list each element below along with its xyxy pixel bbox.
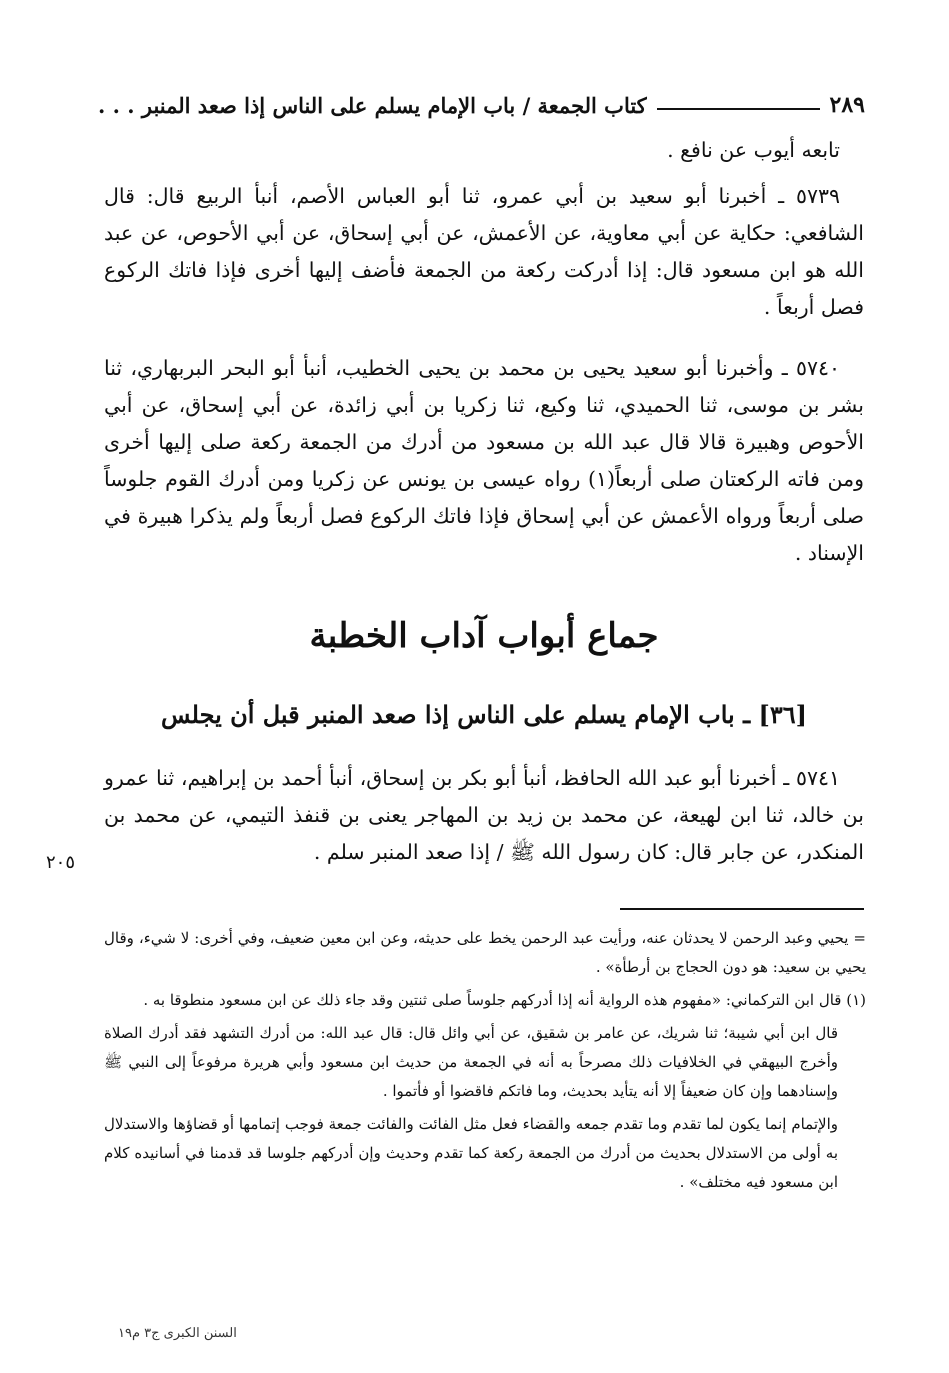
- header-rule: [657, 108, 820, 110]
- printer-signature: السنن الكبرى ج٣ م١٩: [118, 1326, 237, 1341]
- footnote-1-cont-b: والإتمام إنما يكون لما تقدم وما تقدم جمعه والقضاء فعل مثل الفائت والفائت جمعة فوجب إتمامها أو قضاؤها والاستدلال به أولى من الاستدلال بحديث من أدرك من الجمعة ركعة كما تقدم وحديث وإن أدركهم جلوسا قد قدمنا في أسانيده كلام ابن مسعود فيه مختلف» .: [104, 1115, 838, 1191]
- section-book-title: جماع أبواب آداب الخطبة: [309, 616, 659, 656]
- footnote-divider: [620, 908, 864, 910]
- footnote-continuation: = يحيي وعبد الرحمن لا يحدثان عنه، ورأيت عبد الرحمن يخط على حديثه، وعن ابن معين ضعيف، وفي أخرى: لا شيء، وقال يحيي بن سعيد: هو دون الحجاج بن أرطأة» .: [104, 929, 866, 976]
- header-title: كتاب الجمعة / باب الإمام يسلم على الناس إذا صعد المنبر . . .: [98, 93, 647, 118]
- footnote-1-cont-a: قال ابن أبي شيبة؛ ثنا شريك، عن عامر بن شقيق، عن أبي وائل قال: قال عبد الله: من أدرك التشهد فقد أدرك الصلاة وأخرج البيهقي في الخلافيات ذلك مصرحاً به أنه في الجمعة من حديث ابن مسعود وأبي هريرة مرفوعاً إلى النبي ﷺ وإسنادهما وإن كان ضعيفاً إلا أنه يتأيد بحديث، وما فاتكم فاقضوا أو فأتموا .: [104, 1024, 838, 1100]
- paragraph-text: ٥٧٤٠ ـ وأخبرنا أبو سعيد يحيى بن محمد بن يحيى الخطيب، أنبأ أبو البحر البربهاري، ثنا بشر بن موسى، ثنا الحميدي، ثنا وكيع، ثنا زكريا بن أبي زائدة، عن أبي إسحاق، عن أبي الأحوص وهبيرة قالا قال عبد الله بن مسعود من أدرك من الجمعة ركعة صلى إليها أخرى ومن فاته الركعتان صلى أربعاً(١) رواه عيسى بن يونس عن زكريا ومن أدرك القوم جلوساً صلى أربعاً ورواه الأعمش عن أبي إسحاق فإذا فاتك الركوع فصل أربعاً ولم يذكرا هبيرة في الإسناد .: [104, 356, 864, 565]
- paragraph-1: [104, 132, 864, 169]
- paragraph-5740: [104, 350, 864, 572]
- footnote-1: (١) قال ابن التركماني: «مفهوم هذه الرواية أنه إذا أدركهم جلوساً صلى ثنتين وقد جاء ذلك عن ابن مسعود منطوقا به .: [143, 991, 866, 1009]
- chapter-title: [٣٦] ـ باب الإمام يسلم على الناس إذا صعد المنبر قبل أن يجلس: [161, 700, 807, 729]
- margin-page-number: ٢٠٥: [46, 852, 76, 873]
- paragraph-text: ٥٧٣٩ ـ أخبرنا أبو سعيد بن أبي عمرو، ثنا أبو العباس الأصم، أنبأ الربيع قال: قال الشافعي: حكاية عن أبي معاوية، عن الأعمش، عن أبي إسحاق، عن أبي الأحوص، عن عبد الله هو ابن مسعود قال: إذا أدركت ركعة من الجمعة فأضف إليها أخرى فإذا فاتك الركوع فصل أربعاً .: [104, 184, 864, 319]
- footnotes: [104, 924, 866, 1201]
- paragraph-5739: [104, 178, 864, 326]
- page-number: ٢٨٩: [829, 92, 865, 118]
- running-header: [98, 78, 865, 118]
- paragraph-text: ٥٧٤١ ـ أخبرنا أبو عبد الله الحافظ، أنبأ أبو بكر بن إسحاق، أنبأ أحمد بن إبراهيم، ثنا عمرو بن خالد، ثنا ابن لهيعة، عن محمد بن زيد بن المهاجر يعنى بن قنفذ التيمي، عن محمد بن المنكدر، عن جابر قال: كان رسول الله ﷺ / إذا صعد المنبر سلم .: [104, 766, 864, 864]
- paragraph-text: تابعه أيوب عن نافع .: [667, 138, 840, 162]
- paragraph-5741: [104, 760, 864, 871]
